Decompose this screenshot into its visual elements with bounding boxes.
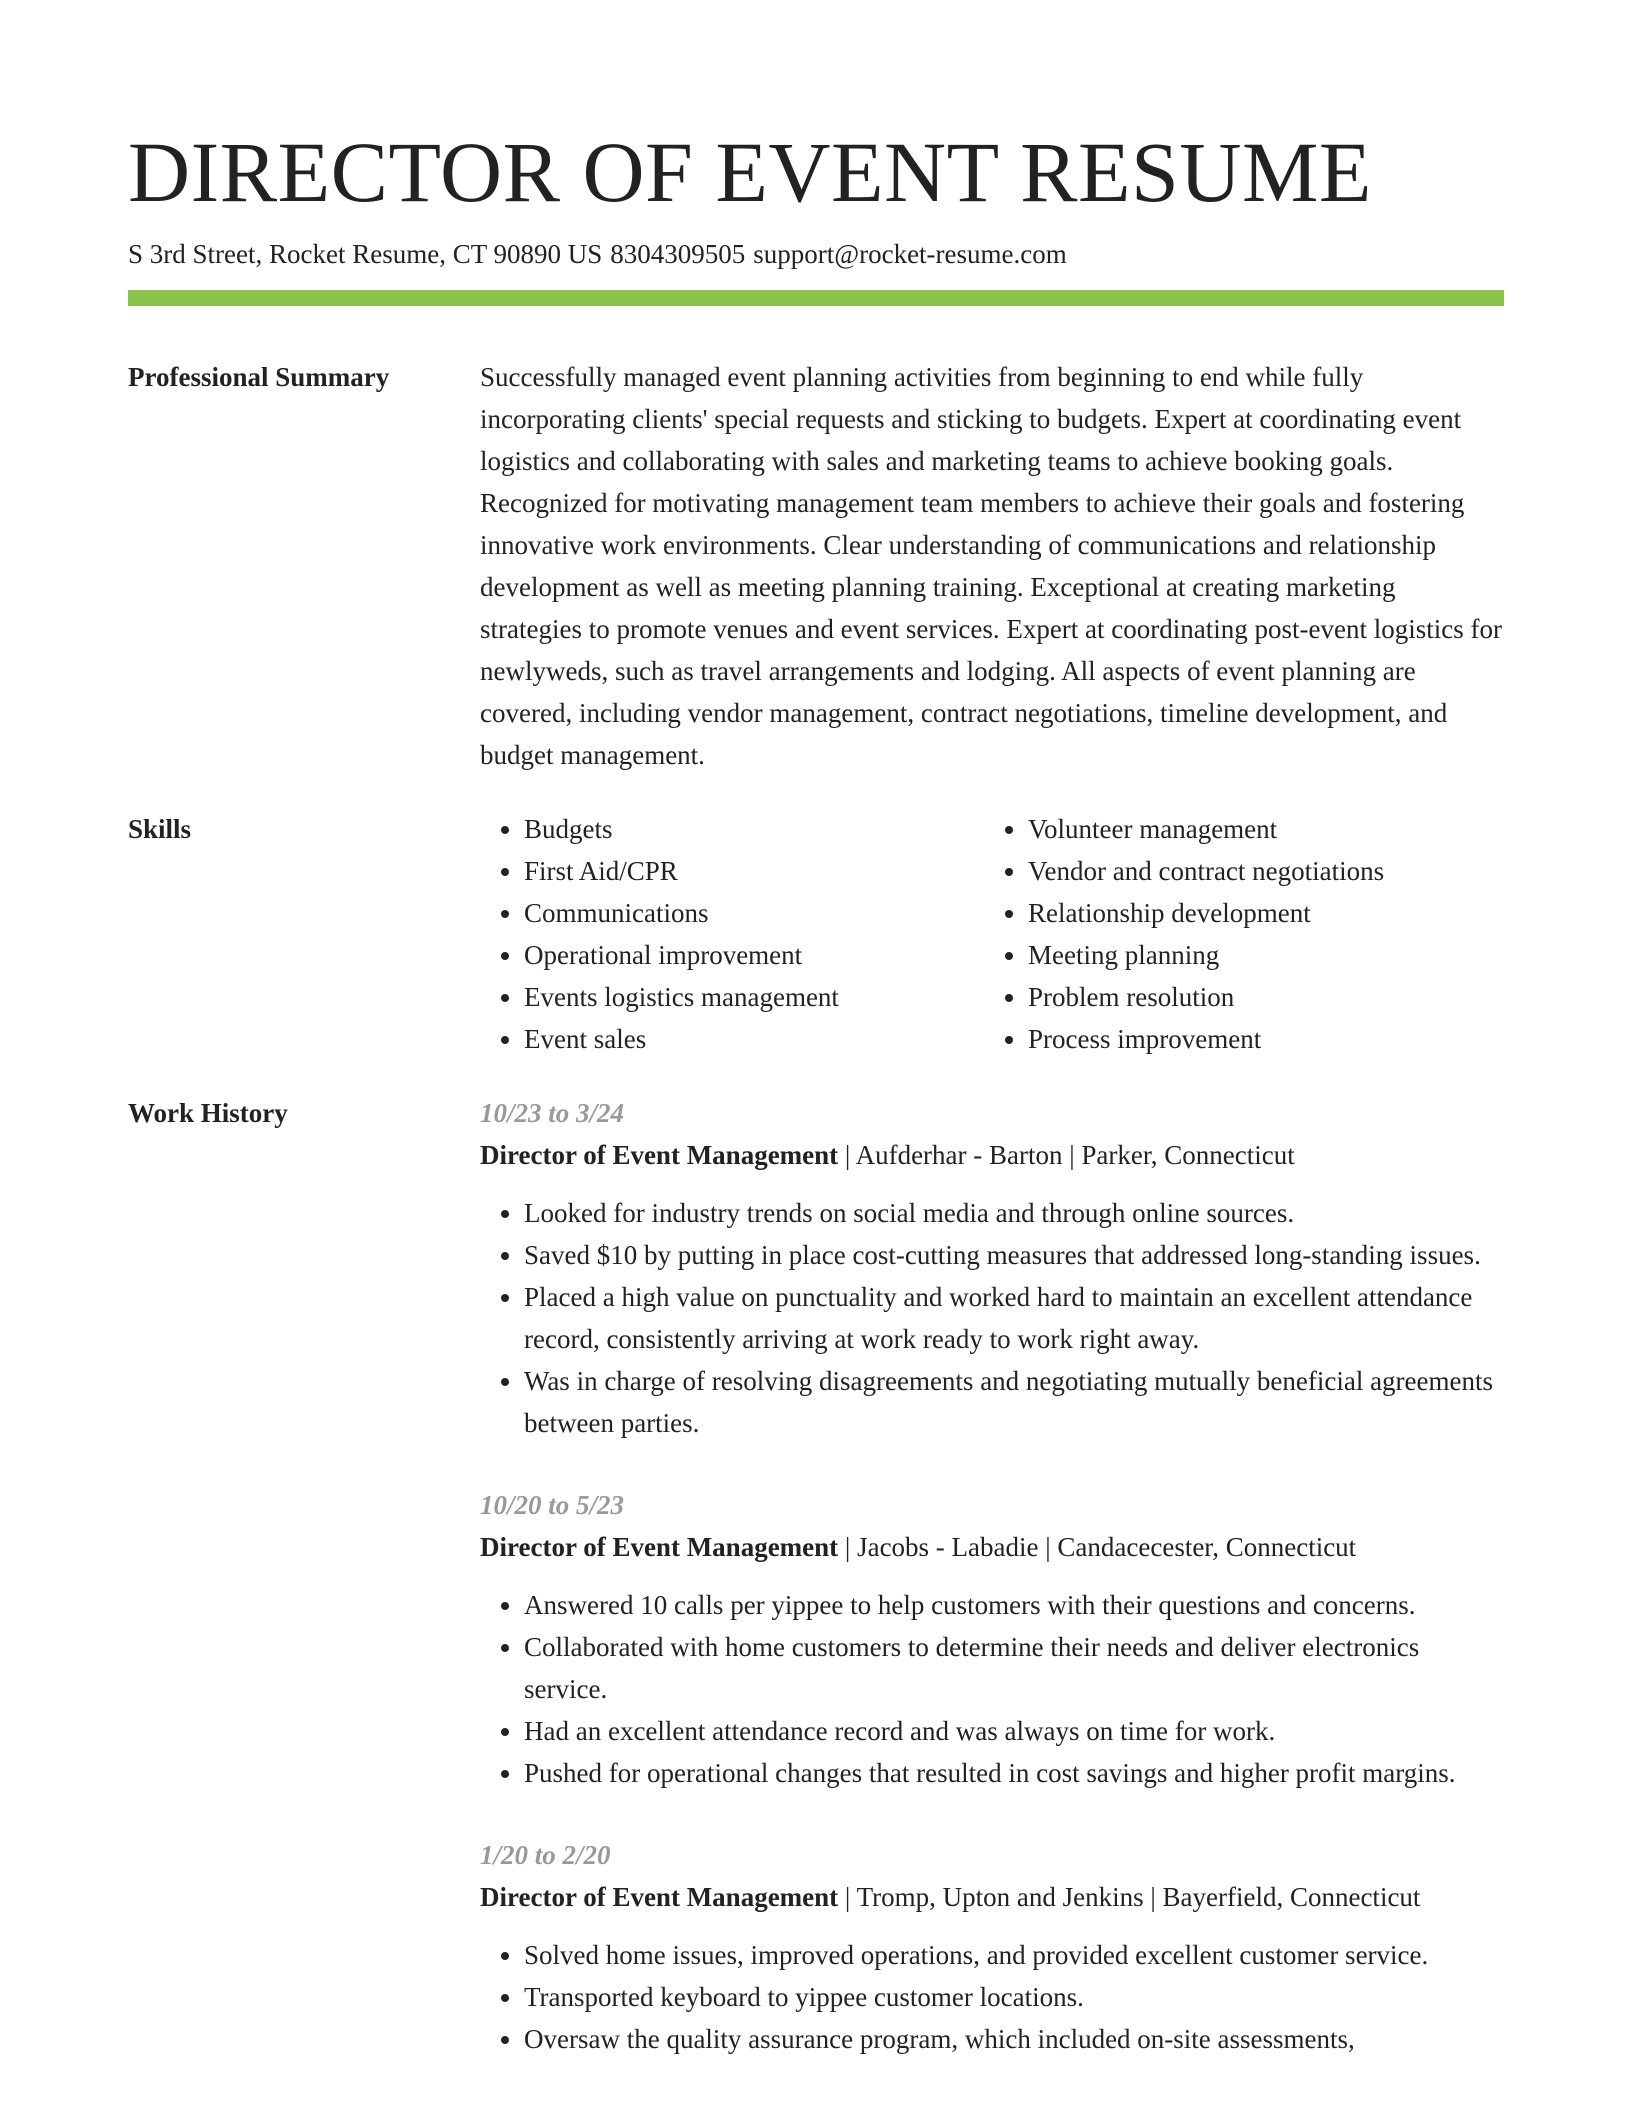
job-dates: 10/20 to 5/23 (480, 1490, 625, 1520)
contact-line (128, 236, 1504, 272)
job-entry (480, 1484, 1504, 1794)
job-bullet: • Pushed for operational changes that resulted in cost savings and higher profit margins. (524, 1752, 1504, 1794)
work-history-label: Work History (128, 1098, 288, 1128)
job-bullet: • Was in charge of resolving disagreements and negotiating mutually beneficial agreements between parties. (524, 1360, 1504, 1444)
skill-item: • Relationship development (1028, 892, 1488, 934)
job-dates: 10/23 to 3/24 (480, 1098, 625, 1128)
resume-title: DIRECTOR OF EVENT RESUME (128, 124, 1372, 220)
skill-item: • First Aid/CPR (524, 850, 984, 892)
skill-item: • Volunteer management (1028, 808, 1488, 850)
job-bullet: • Had an excellent attendance record and was always on time for work. (524, 1710, 1504, 1752)
summary-label: Professional Summary (128, 362, 390, 392)
job-entry (480, 1834, 1504, 2060)
skill-item: • Process improvement (1028, 1018, 1488, 1060)
job-bullet: • Oversaw the quality assurance program, which included on-site assessments, (524, 2018, 1504, 2060)
skill-item: • Communications (524, 892, 984, 934)
job-bullets (480, 1584, 1504, 1794)
job-bullet: • Answered 10 calls per yippee to help customers with their questions and concerns. (524, 1584, 1504, 1626)
job-bullet: • Looked for industry trends on social media and through online sources. (524, 1192, 1504, 1234)
job-heading (480, 1876, 1504, 1918)
skill-item: • Meeting planning (1028, 934, 1488, 976)
skills-body (480, 808, 1504, 1060)
contact-phone: 8304309505 (610, 239, 746, 269)
job-bullet: • Placed a high value on punctuality and worked hard to maintain an excellent attendance record, consistently arriving at work ready to work right away. (524, 1276, 1504, 1360)
skills-list-right (984, 808, 1488, 1060)
skill-item: • Problem resolution (1028, 976, 1488, 1018)
skill-item: • Events logistics management (524, 976, 984, 1018)
skill-item: • Budgets (524, 808, 984, 850)
skills-label: Skills (128, 814, 192, 844)
skill-item: • Event sales (524, 1018, 984, 1060)
header-divider (128, 290, 1504, 306)
job-bullet: • Collaborated with home customers to determine their needs and deliver electronics service. (524, 1626, 1504, 1710)
summary-text: Successfully managed event planning activities from beginning to end while fully incorporating clients' special requests and sticking to budgets. Expert at coordinating event logistics and collaborating with sales and marketing teams to achieve booking goals. Recognized for motivating management team members to achieve their goals and fostering innovative work environments. Clear understanding of communications and relationship development as well as meeting planning training. Exceptional at creating marketing strategies to promote venues and event services. Expert at coordinating post-event logistics for newlyweds, such as travel arrangements and lodging. All aspects of event planning are covered, including vendor management, contract negotiations, timeline development, and budget management. (480, 362, 1502, 770)
job-entry (480, 1092, 1504, 1444)
job-dates: 1/20 to 2/20 (480, 1840, 611, 1870)
contact-email: support@rocket-resume.com (753, 239, 1067, 269)
job-details: | Tromp, Upton and Jenkins | Bayerfield, Connecticut (844, 1882, 1421, 1912)
job-bullet: • Transported keyboard to yippee customer locations. (524, 1976, 1504, 2018)
job-details: | Jacobs - Labadie | Candacecester, Connecticut (844, 1532, 1357, 1562)
work-history-body (480, 1092, 1504, 2100)
resume-page (128, 0, 1504, 2100)
summary-body (480, 356, 1504, 776)
job-bullet: • Solved home issues, improved operations, and provided excellent customer service. (524, 1934, 1504, 1976)
work-history-section (128, 1092, 1504, 2100)
job-details: | Aufderhar - Barton | Parker, Connecticut (844, 1140, 1295, 1170)
job-title: Director of Event Management (480, 1532, 839, 1562)
job-bullets (480, 1192, 1504, 1444)
skill-item: • Operational improvement (524, 934, 984, 976)
contact-address: S 3rd Street, Rocket Resume, CT 90890 US (128, 239, 603, 269)
job-heading (480, 1526, 1504, 1568)
skills-list-left (480, 808, 984, 1060)
job-bullet: • Saved $10 by putting in place cost-cutting measures that addressed long-standing issues. (524, 1234, 1504, 1276)
job-bullets (480, 1934, 1504, 2060)
job-title: Director of Event Management (480, 1882, 839, 1912)
summary-section (128, 356, 1504, 776)
skill-item: • Vendor and contract negotiations (1028, 850, 1488, 892)
job-title: Director of Event Management (480, 1140, 839, 1170)
skills-section (128, 808, 1504, 1060)
job-heading (480, 1134, 1504, 1176)
